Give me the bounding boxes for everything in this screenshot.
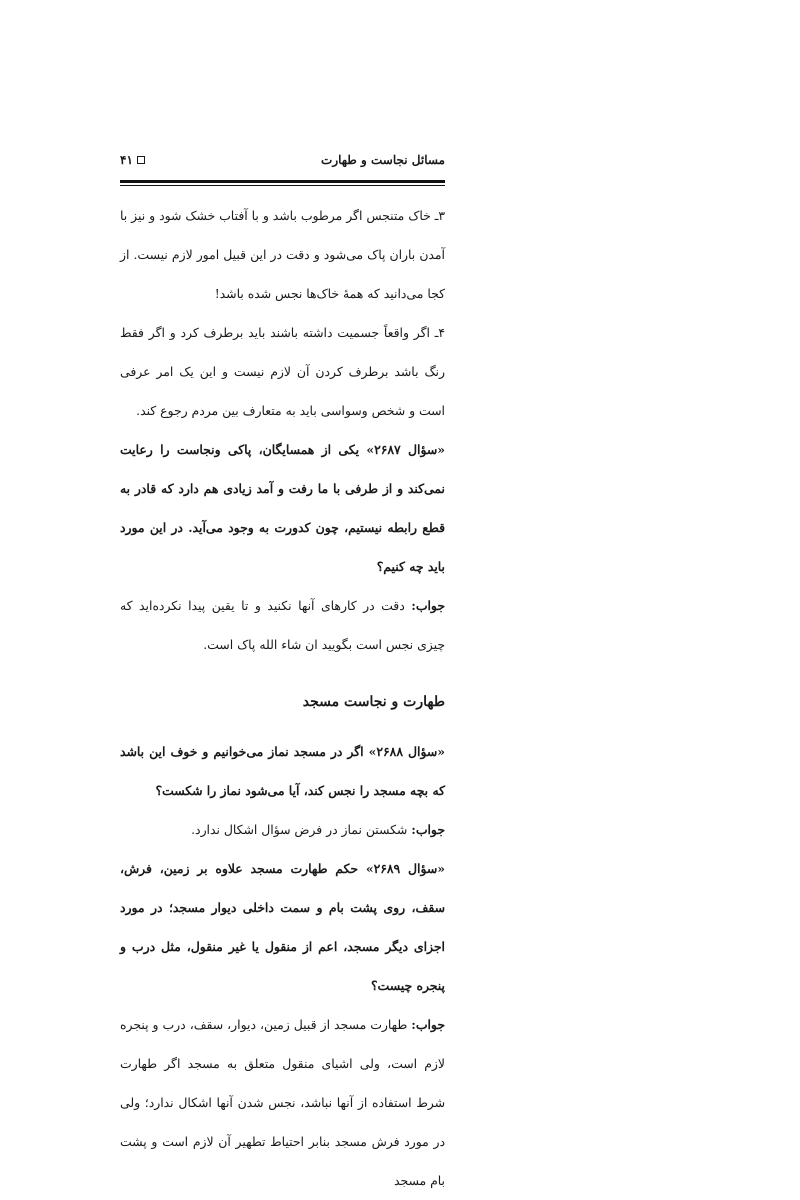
page-header	[120, 148, 445, 172]
answer-text: شکستن نماز در فرض سؤال اشکال ندارد.	[191, 822, 412, 837]
page-number: ۴۱	[120, 153, 133, 167]
question-paragraph: «سؤال ۲۶۸۹» حکم طهارت مسجد علاوه بر زمین، فرش، سقف، روی پشت بام و سمت داخلی دیوار مسجد؛ در مورد اجزای دیگر مسجد، اعم از منقول یا غیر منقول، مثل درب و پنجره چیست؟	[120, 861, 445, 993]
running-title: مسائل نجاست و طهارت	[321, 153, 445, 167]
square-ornament-icon	[137, 156, 145, 164]
answer-paragraph	[120, 1005, 445, 1200]
answer-label: جواب:	[411, 1017, 445, 1032]
body-paragraph: ۴ـ اگر واقعاً جسمیت داشته باشند باید برطرف کرد و اگر فقط رنگ باشد برطرف کردن آن لازم نیست و این یک امر عرفی است و شخص وسواسی باید به متعارف بین مردم رجوع کند.	[120, 325, 445, 418]
header-rule-thin	[120, 185, 445, 186]
body-paragraph: ۳ـ خاک متنجس اگر مرطوب باشد و با آفتاب خشک شود و نیز با آمدن باران پاک می‌شود و دقت در این قبیل امور لازم نیست. از کجا می‌دانید که همهٔ خاک‌ها نجس شده باشد!	[120, 208, 445, 301]
answer-label: جواب:	[411, 822, 445, 837]
page-number-group	[120, 153, 145, 167]
answer-text: دقت در کارهای آنها نکنید و تا یقین پیدا نکرده‌اید که چیزی نجس است بگویید ان شاء الله پاک است.	[120, 598, 445, 652]
answer-paragraph	[120, 810, 445, 849]
answer-label: جواب:	[411, 598, 445, 613]
page-body	[120, 196, 445, 1200]
section-heading: طهارت و نجاست مسجد	[302, 694, 445, 710]
header-rule-thick	[120, 180, 445, 183]
answer-paragraph	[120, 586, 445, 664]
question-paragraph: «سؤال ۲۶۸۸» اگر در مسجد نماز می‌خوانیم و خوف این باشد که بچه مسجد را نجس کند، آیا می‌شود نماز را شکست؟	[120, 744, 445, 798]
question-paragraph: «سؤال ۲۶۸۷» یکی از همسایگان، پاکی ونجاست را رعایت نمی‌کند و از طرفی با ما رفت و آمد زیادی هم دارد که قادر به قطع رابطه نیستیم، چون کدورت به وجود می‌آید. در این مورد باید چه کنیم؟	[120, 442, 445, 574]
answer-text: طهارت مسجد از قبیل زمین، دیوار، سقف، درب و پنجره لازم است، ولی اشیای منقول متعلق به مسجد اگر طهارت شرط استفاده از آنها نباشد، نجس شدن آنها اشکال ندارد؛ ولی در مورد فرش مسجد بنابر احتیاط تطهیر آن لازم است و پشت بام مسجد	[120, 1017, 445, 1188]
document-page	[120, 0, 445, 1188]
